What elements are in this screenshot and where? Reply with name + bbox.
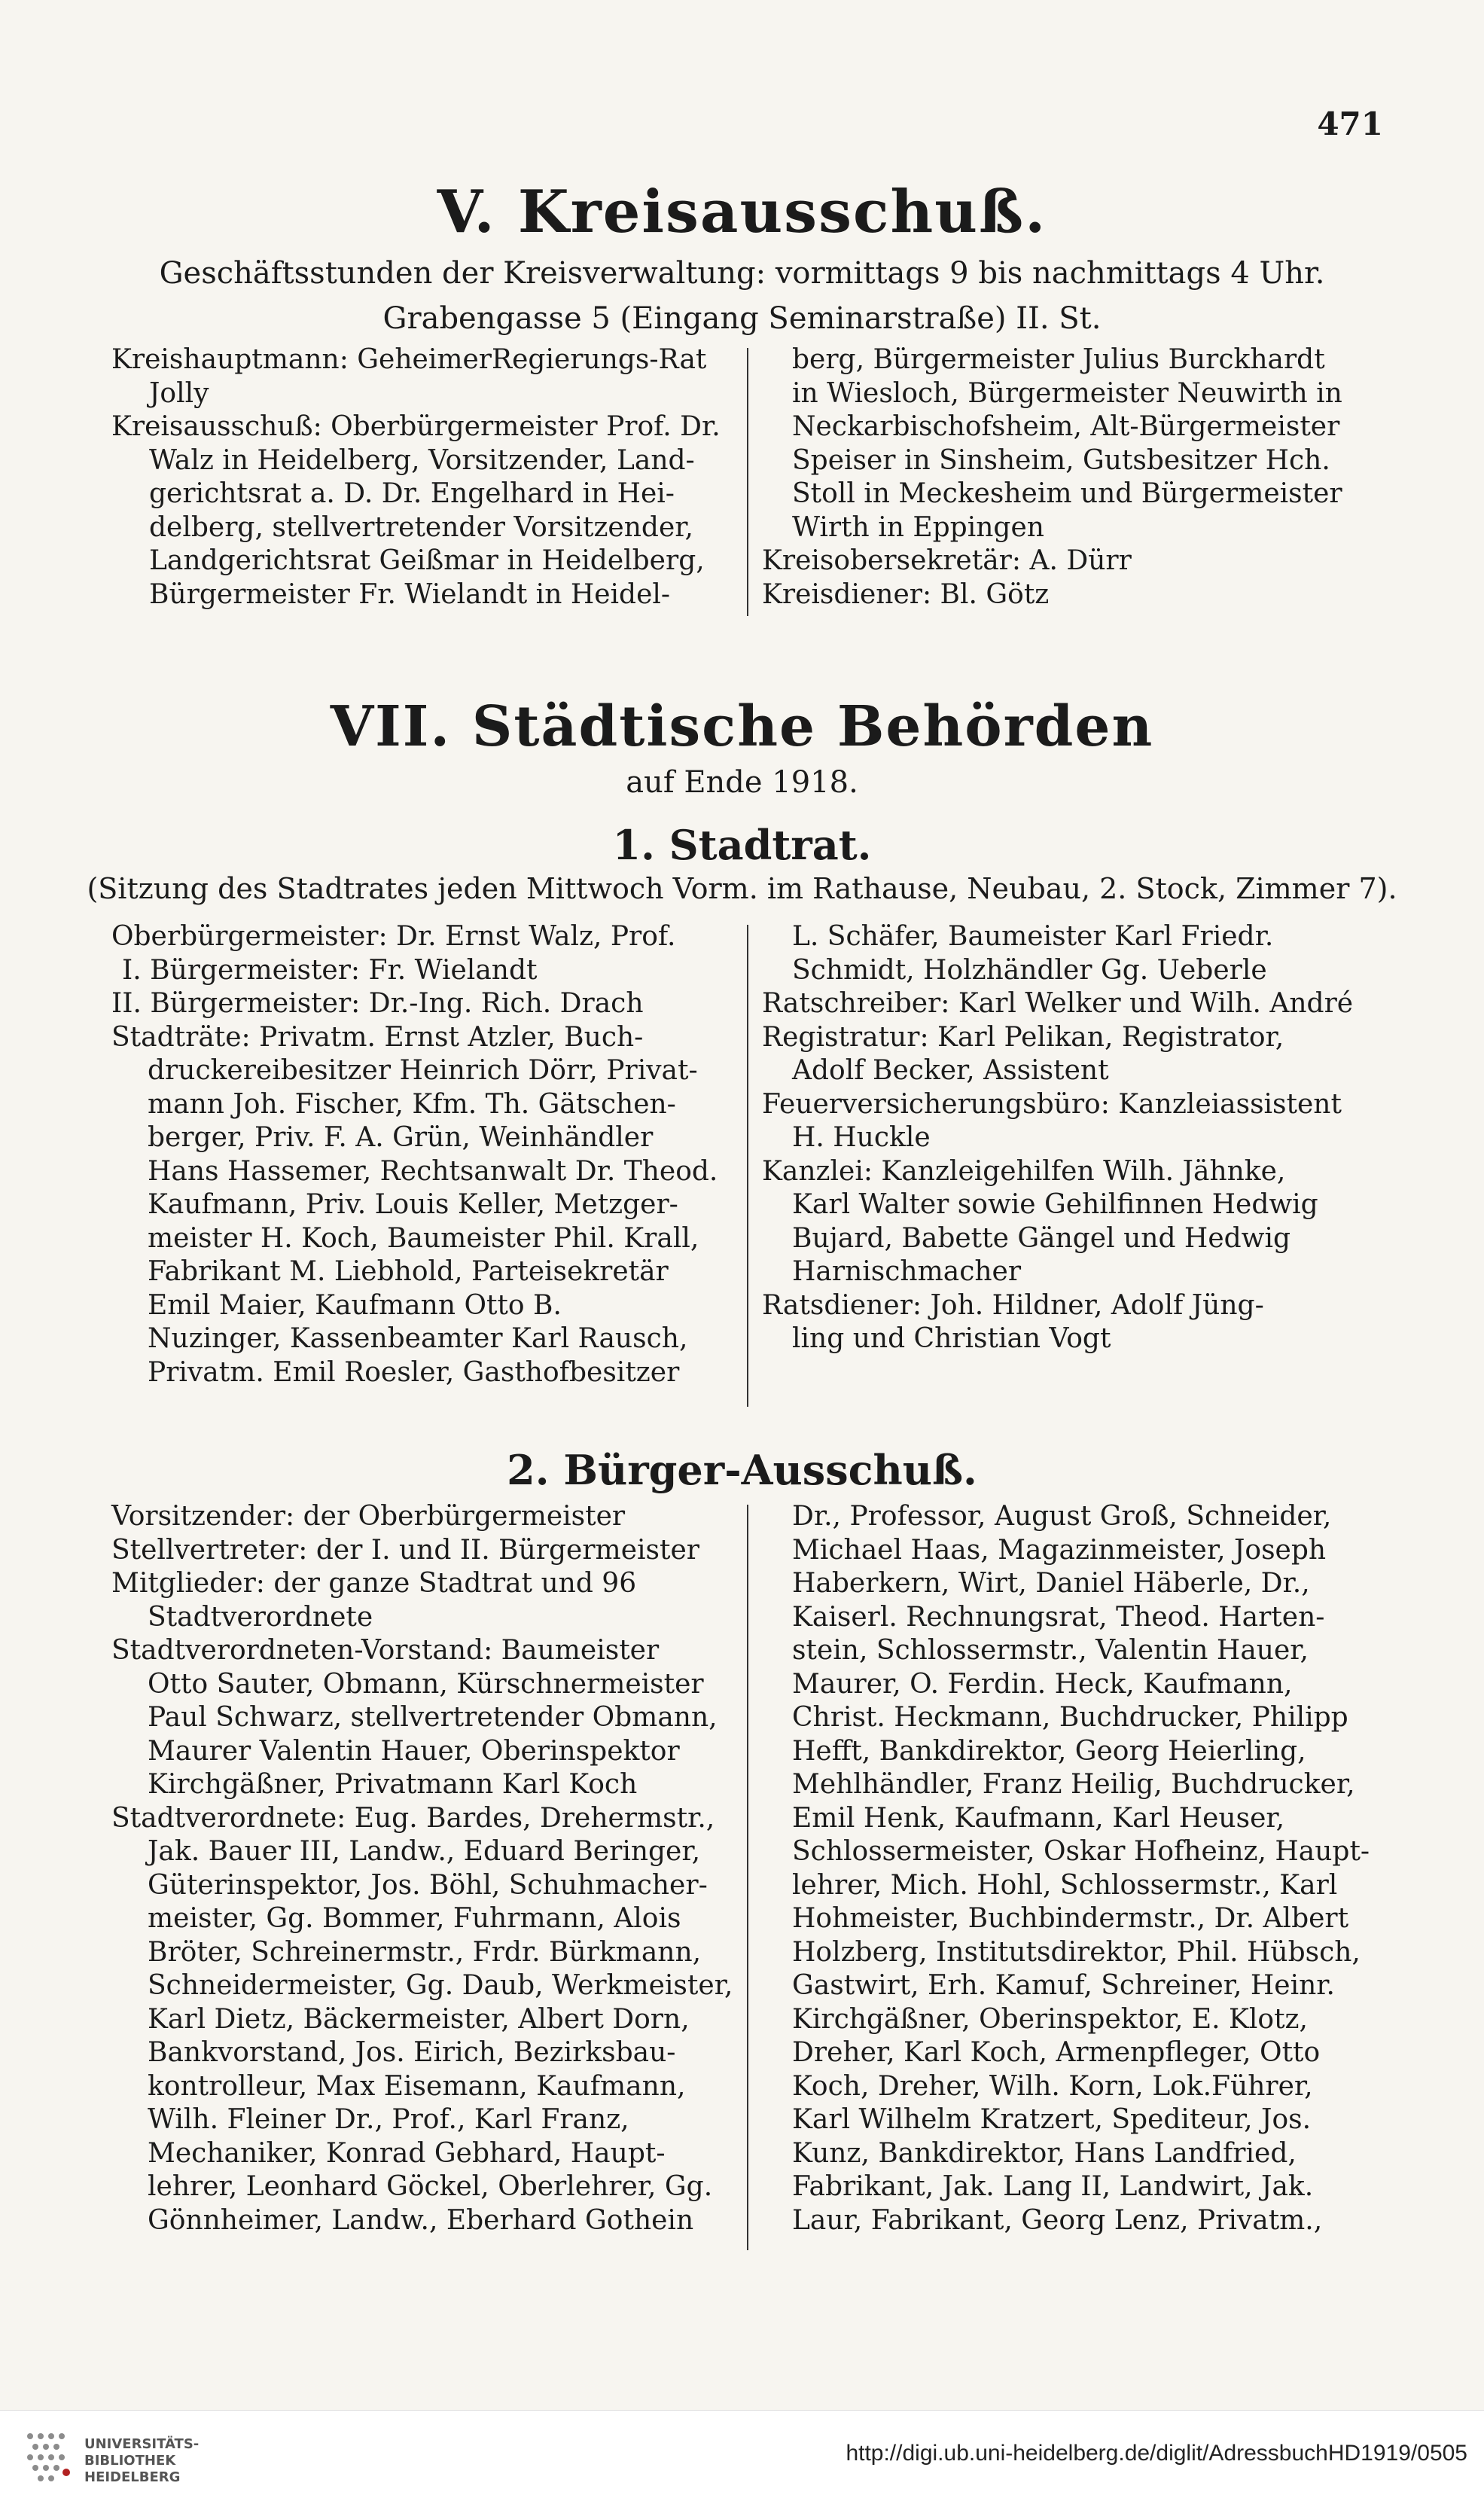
stadtrat-title: 1. Stadtrat. bbox=[612, 821, 872, 869]
text-line: Privatm. Emil Roesler, Gasthofbesitzer bbox=[148, 1356, 680, 1388]
text-line: Maurer, O. Ferdin. Heck, Kaufmann, bbox=[792, 1668, 1293, 1700]
text-line: Stoll in Meckesheim und Bürgermeister bbox=[792, 478, 1342, 509]
text-line: Otto Sauter, Obmann, Kürschnermeister bbox=[148, 1668, 704, 1700]
text-line: Jak. Bauer III, Landw., Eduard Beringer, bbox=[148, 1836, 701, 1867]
text-line: Güterinspektor, Jos. Böhl, Schuhmacher- bbox=[148, 1869, 708, 1901]
text-line: H. Huckle bbox=[792, 1122, 931, 1153]
text-line: Ratschreiber: Karl Welker und Wilh. André bbox=[762, 988, 1354, 1019]
text-line: Kanzlei: Kanzleigehilfen Wilh. Jähnke, bbox=[762, 1155, 1286, 1187]
text-line: lehrer, Mich. Hohl, Schlossermstr., Karl bbox=[792, 1869, 1338, 1901]
text-line: Bröter, Schreinermstr., Frdr. Bürkmann, bbox=[148, 1936, 702, 1968]
office-hours: Geschäftsstunden der Kreisverwaltung: vormittags 9 bis nachmittags 4 Uhr. bbox=[159, 256, 1325, 291]
text-line: Emil Maier, Kaufmann Otto B. bbox=[148, 1289, 562, 1321]
text-line: kontrolleur, Max Eisemann, Kaufmann, bbox=[148, 2070, 686, 2102]
text-line: Karl Wilhelm Kratzert, Spediteur, Jos. bbox=[792, 2104, 1312, 2135]
text-line: Kreisausschuß: Oberbürgermeister Prof. Dr. bbox=[111, 411, 721, 442]
stadtrat-right-column bbox=[762, 920, 1353, 1356]
stadtrat-left-column bbox=[111, 920, 718, 1389]
text-line: Kirchgäßner, Privatmann Karl Koch bbox=[148, 1769, 638, 1800]
text-line: Bujard, Babette Gängel und Hedwig bbox=[792, 1222, 1291, 1254]
text-line: Adolf Becker, Assistent bbox=[792, 1055, 1109, 1086]
text-line: I. Bürgermeister: Fr. Wielandt bbox=[122, 954, 538, 986]
column-divider bbox=[747, 1505, 748, 2250]
column-divider bbox=[747, 348, 748, 616]
text-line: Dreher, Karl Koch, Armenpfleger, Otto bbox=[792, 2037, 1321, 2068]
text-line: Landgerichtsrat Geißmar in Heidelberg, bbox=[149, 545, 705, 576]
text-line: Christ. Heckmann, Buchdrucker, Philipp bbox=[792, 1702, 1348, 1733]
column-divider bbox=[747, 925, 748, 1407]
text-line: mann Joh. Fischer, Kfm. Th. Gätschen- bbox=[148, 1088, 676, 1120]
stadtrat-note: (Sitzung des Stadtrates jeden Mittwoch Vorm. im Rathause, Neubau, 2. Stock, Zimmer 7). bbox=[87, 872, 1397, 905]
text-line: Stadtverordnete: Eug. Bardes, Drehermstr., bbox=[111, 1802, 715, 1834]
text-line: Stellvertreter: der I. und II. Bürgermeister bbox=[111, 1534, 699, 1566]
buergerausschuss-right-column bbox=[762, 1500, 1370, 2237]
text-line: Hohmeister, Buchbindermstr., Dr. Albert bbox=[792, 1903, 1349, 1934]
text-line: Schmidt, Holzhändler Gg. Ueberle bbox=[792, 954, 1267, 986]
text-line: Walz in Heidelberg, Vorsitzender, Land- bbox=[149, 444, 695, 476]
text-line: II. Bürgermeister: Dr.-Ing. Rich. Drach bbox=[111, 988, 644, 1019]
text-line: Oberbürgermeister: Dr. Ernst Walz, Prof. bbox=[111, 921, 676, 952]
library-logo-icon bbox=[23, 2427, 75, 2487]
text-line: Mehlhändler, Franz Heilig, Buchdrucker, bbox=[792, 1769, 1355, 1800]
text-line: Kreishauptmann: GeheimerRegierungs-Rat bbox=[111, 344, 707, 375]
text-line: Mechaniker, Konrad Gebhard, Haupt- bbox=[148, 2137, 666, 2169]
text-line: Kreisobersekretär: A. Dürr bbox=[762, 545, 1132, 576]
text-line: Stadtverordneten-Vorstand: Baumeister bbox=[111, 1635, 660, 1666]
text-line: meister, Gg. Bommer, Fuhrmann, Alois bbox=[148, 1903, 681, 1934]
text-line: Koch, Dreher, Wilh. Korn, Lok.Führer, bbox=[792, 2070, 1313, 2102]
text-line: in Wiesloch, Bürgermeister Neuwirth in bbox=[792, 377, 1342, 409]
buergerausschuss-left-column bbox=[111, 1500, 733, 2237]
section-v-title: V. Kreisausschuß. bbox=[437, 178, 1047, 246]
text-line: Jolly bbox=[149, 377, 209, 409]
text-line: Bürgermeister Fr. Wielandt in Heidel- bbox=[149, 578, 671, 610]
text-line: Registratur: Karl Pelikan, Registrator, bbox=[762, 1021, 1284, 1053]
section-vii-subtitle: auf Ende 1918. bbox=[626, 765, 858, 800]
kreisausschuss-left-column bbox=[111, 343, 721, 612]
text-line: Hans Hassemer, Rechtsanwalt Dr. Theod. bbox=[148, 1155, 718, 1187]
library-name-line: HEIDELBERG bbox=[84, 2469, 181, 2485]
text-line: Wilh. Fleiner Dr., Prof., Karl Franz, bbox=[148, 2104, 629, 2135]
text-line: Haberkern, Wirt, Daniel Häberle, Dr., bbox=[792, 1568, 1310, 1599]
office-address: Grabengasse 5 (Eingang Seminarstraße) II. St. bbox=[382, 301, 1102, 336]
text-line: meister H. Koch, Baumeister Phil. Krall, bbox=[148, 1222, 699, 1254]
text-line: Emil Henk, Kaufmann, Karl Heuser, bbox=[792, 1802, 1285, 1834]
text-line: Kirchgäßner, Oberinspektor, E. Klotz, bbox=[792, 2003, 1308, 2035]
page-number: 471 bbox=[1317, 105, 1383, 142]
text-line: Speiser in Sinsheim, Gutsbesitzer Hch. bbox=[792, 444, 1330, 476]
text-line: lehrer, Leonhard Göckel, Oberlehrer, Gg. bbox=[148, 2171, 713, 2202]
text-line: Kaufmann, Priv. Louis Keller, Metzger- bbox=[148, 1189, 678, 1220]
text-line: Bankvorstand, Jos. Eirich, Bezirksbau- bbox=[148, 2037, 676, 2068]
text-line: ling und Christian Vogt bbox=[792, 1323, 1111, 1354]
text-line: L. Schäfer, Baumeister Karl Friedr. bbox=[792, 921, 1274, 952]
text-line: Mitglieder: der ganze Stadtrat und 96 bbox=[111, 1568, 637, 1599]
text-line: Neckarbischofsheim, Alt-Bürgermeister bbox=[792, 411, 1340, 442]
viewer-footer bbox=[0, 2410, 1484, 2504]
source-url-link[interactable]: http://digi.ub.uni-heidelberg.de/diglit/AdressbuchHD1919/0505 bbox=[846, 2441, 1467, 2466]
text-line: delberg, stellvertretender Vorsitzender, bbox=[149, 511, 693, 543]
text-line: Maurer Valentin Hauer, Oberinspektor bbox=[148, 1735, 680, 1767]
text-line: Kunz, Bankdirektor, Hans Landfried, bbox=[792, 2137, 1297, 2169]
buergerausschuss-title: 2. Bürger-Ausschuß. bbox=[507, 1446, 977, 1494]
text-line: Schlossermeister, Oskar Hofheinz, Haupt- bbox=[792, 1836, 1370, 1867]
text-line: Laur, Fabrikant, Georg Lenz, Privatm., bbox=[792, 2204, 1323, 2236]
text-line: Hefft, Bankdirektor, Georg Heierling, bbox=[792, 1735, 1306, 1767]
text-line: Dr., Professor, August Groß, Schneider, bbox=[792, 1501, 1332, 1532]
text-line: Kreisdiener: Bl. Götz bbox=[762, 578, 1050, 610]
text-line: Fabrikant M. Liebhold, Parteisekretär bbox=[148, 1256, 669, 1287]
text-line: berg, Bürgermeister Julius Burckhardt bbox=[792, 344, 1325, 375]
text-line: Vorsitzender: der Oberbürgermeister bbox=[111, 1501, 626, 1532]
text-line: Feuerversicherungsbüro: Kanzleiassistent bbox=[762, 1088, 1342, 1120]
text-line: Gastwirt, Erh. Kamuf, Schreiner, Heinr. bbox=[792, 1970, 1335, 2001]
text-line: Harnischmacher bbox=[792, 1256, 1022, 1287]
library-name bbox=[84, 2436, 199, 2486]
text-line: druckereibesitzer Heinrich Dörr, Privat- bbox=[148, 1055, 698, 1086]
text-line: gerichtsrat a. D. Dr. Engelhard in Hei- bbox=[149, 478, 675, 509]
kreisausschuss-right-column bbox=[762, 343, 1342, 612]
text-line: Paul Schwarz, stellvertretender Obmann, bbox=[148, 1702, 718, 1733]
section-vii-title: VII. Städtische Behörden bbox=[330, 694, 1154, 759]
text-line: Ratsdiener: Joh. Hildner, Adolf Jüng- bbox=[762, 1289, 1264, 1321]
text-line: Karl Walter sowie Gehilfinnen Hedwig bbox=[792, 1189, 1318, 1220]
text-line: Fabrikant, Jak. Lang II, Landwirt, Jak. bbox=[792, 2171, 1314, 2202]
library-name-line: BIBLIOTHEK bbox=[84, 2453, 176, 2469]
text-line: Karl Dietz, Bäckermeister, Albert Dorn, bbox=[148, 2003, 690, 2035]
text-line: stein, Schlossermstr., Valentin Hauer, bbox=[792, 1635, 1309, 1666]
text-line: Michael Haas, Magazinmeister, Joseph bbox=[792, 1534, 1327, 1566]
text-line: Kaiserl. Rechnungsrat, Theod. Harten- bbox=[792, 1601, 1325, 1633]
text-line: Stadtverordnete bbox=[148, 1601, 373, 1633]
text-line: Schneidermeister, Gg. Daub, Werkmeister, bbox=[148, 1970, 733, 2001]
library-name-line: UNIVERSITÄTS- bbox=[84, 2436, 200, 2452]
text-line: Stadträte: Privatm. Ernst Atzler, Buch- bbox=[111, 1021, 644, 1053]
text-line: Nuzinger, Kassenbeamter Karl Rausch, bbox=[148, 1323, 688, 1354]
text-line: berger, Priv. F. A. Grün, Weinhändler bbox=[148, 1122, 654, 1153]
text-line: Holzberg, Institutsdirektor, Phil. Hübsch, bbox=[792, 1936, 1361, 1968]
text-line: Wirth in Eppingen bbox=[792, 511, 1044, 543]
text-line: Gönnheimer, Landw., Eberhard Gothein bbox=[148, 2204, 694, 2236]
